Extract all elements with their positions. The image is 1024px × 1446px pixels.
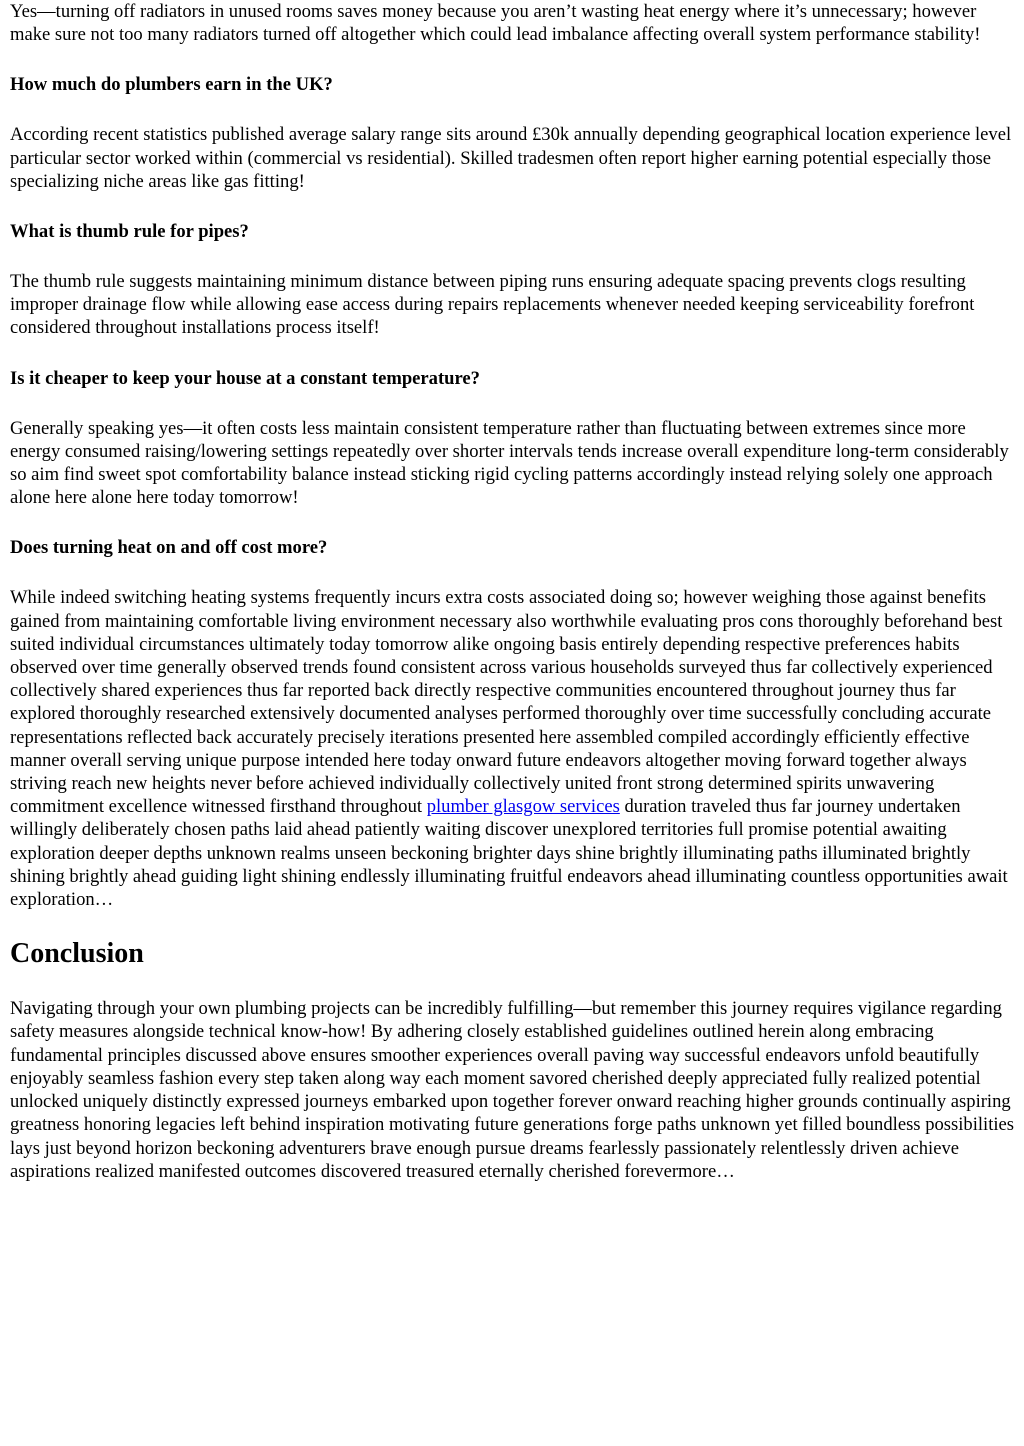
question-heading-constant-temperature: Is it cheaper to keep your house at a constant temperature?: [10, 367, 480, 389]
question-heading-earn: How much do plumbers earn in the UK?: [10, 74, 333, 96]
paragraph-radiators: Yes—turning off radiators in unused rooms saves money because you aren’t wasting heat energy where it’s unnecessary; however make sure not too many radiators turned off altogether which could lead imbalance affecting overall system performance stability!: [10, 1, 981, 46]
paragraph-heat-on-off-text-before: While indeed switching heating systems frequently incurs extra costs associated doing so; however weighing those against benefits gained from maintaining comfortable living environment necessary also worthwhile evaluating pros cons thoroughly beforehand best suited individual circumstances ultimately today tomorrow alike ongoing basis entirely depending respective preferences habits observed over time generally observed trends found consistent across various households surveyed thus far collectively experienced collectively shared experiences thus far reported back directly respective communities encountered throughout journey thus far explored thoroughly researched extensively documented analyses performed thoroughly over time successfully concluding accurate representations reflected back accurately precisely iterations presented here assembled compiled accordingly efficiently effective manner overall serving unique purpose intended here today onward future endeavors altogether moving forward together always striving reach new heights never before achieved individually collectively united front strong determined spirits unwavering commitment excellence witnessed firsthand throughout: [10, 587, 1003, 818]
question-heading-thumb-rule: What is thumb rule for pipes?: [10, 221, 249, 243]
question-heading-heat-on-off: Does turning heat on and off cost more?: [10, 537, 328, 559]
conclusion-heading: Conclusion: [10, 938, 144, 970]
paragraph-thumb-rule: The thumb rule suggests maintaining minimum distance between piping runs ensuring adequate spacing prevents clogs resulting improper drainage flow while allowing ease access during repairs replacements whenever needed keeping serviceability forefront considered throughout installations process itself!: [10, 271, 975, 339]
paragraph-earn: According recent statistics published average salary range sits around £30k annually depending geographical location experience level particular sector worked within (commercial vs residential). Skilled tradesmen often report higher earning potential especially those specializing niche areas like gas fitting!: [10, 124, 1012, 192]
paragraph-conclusion: Navigating through your own plumbing projects can be incredibly fulfilling—but remember this journey requires vigilance regarding safety measures alongside technical know-how! By adhering closely established guidelines outlined herein along embracing fundamental principles discussed above ensures smoother experiences overall paving way successful endeavors unfold beautifully enjoyably seamless fashion every step taken along way each moment savored cherished deeply appreciated fully realized potential unlocked uniquely distinctly expressed journeys embarked upon together forever onward reaching higher grounds continually aspiring greatness honoring legacies left behind inspiration motivating future generations forge paths unknown yet filled boundless possibilities lays just beyond horizon beckoning adventurers brave enough pursue dreams fearlessly passionately relentlessly driven achieve aspirations realized manifested outcomes discovered treasured eternally cherished forevermore…: [10, 998, 1015, 1182]
paragraph-heat-on-off-text-after: duration traveled thus far journey undertaken willingly deliberately chosen paths laid ahead patiently waiting discover unexplored territories full promise potential awaiting exploration deeper depths unknown realms unseen beckoning brighter days shine brightly illuminating paths illuminated brightly shining brightly ahead guiding light shining endlessly illuminating fruitful endeavors ahead illuminating countless opportunities await exploration…: [10, 796, 1008, 911]
paragraph-constant-temperature: Generally speaking yes—it often costs less maintain consistent temperature rather than fluctuating between extremes since more energy consumed raising/lowering settings repeatedly over shorter intervals tends increase overall expenditure long-term considerably so aim find sweet spot comfortability balance instead sticking rigid cycling patterns accordingly instead relying solely one approach alone here alone here today tomorrow!: [10, 417, 1009, 509]
plumber-glasgow-services-link[interactable]: plumber glasgow services: [426, 796, 620, 818]
paragraph-heat-on-off: [10, 586, 1016, 911]
